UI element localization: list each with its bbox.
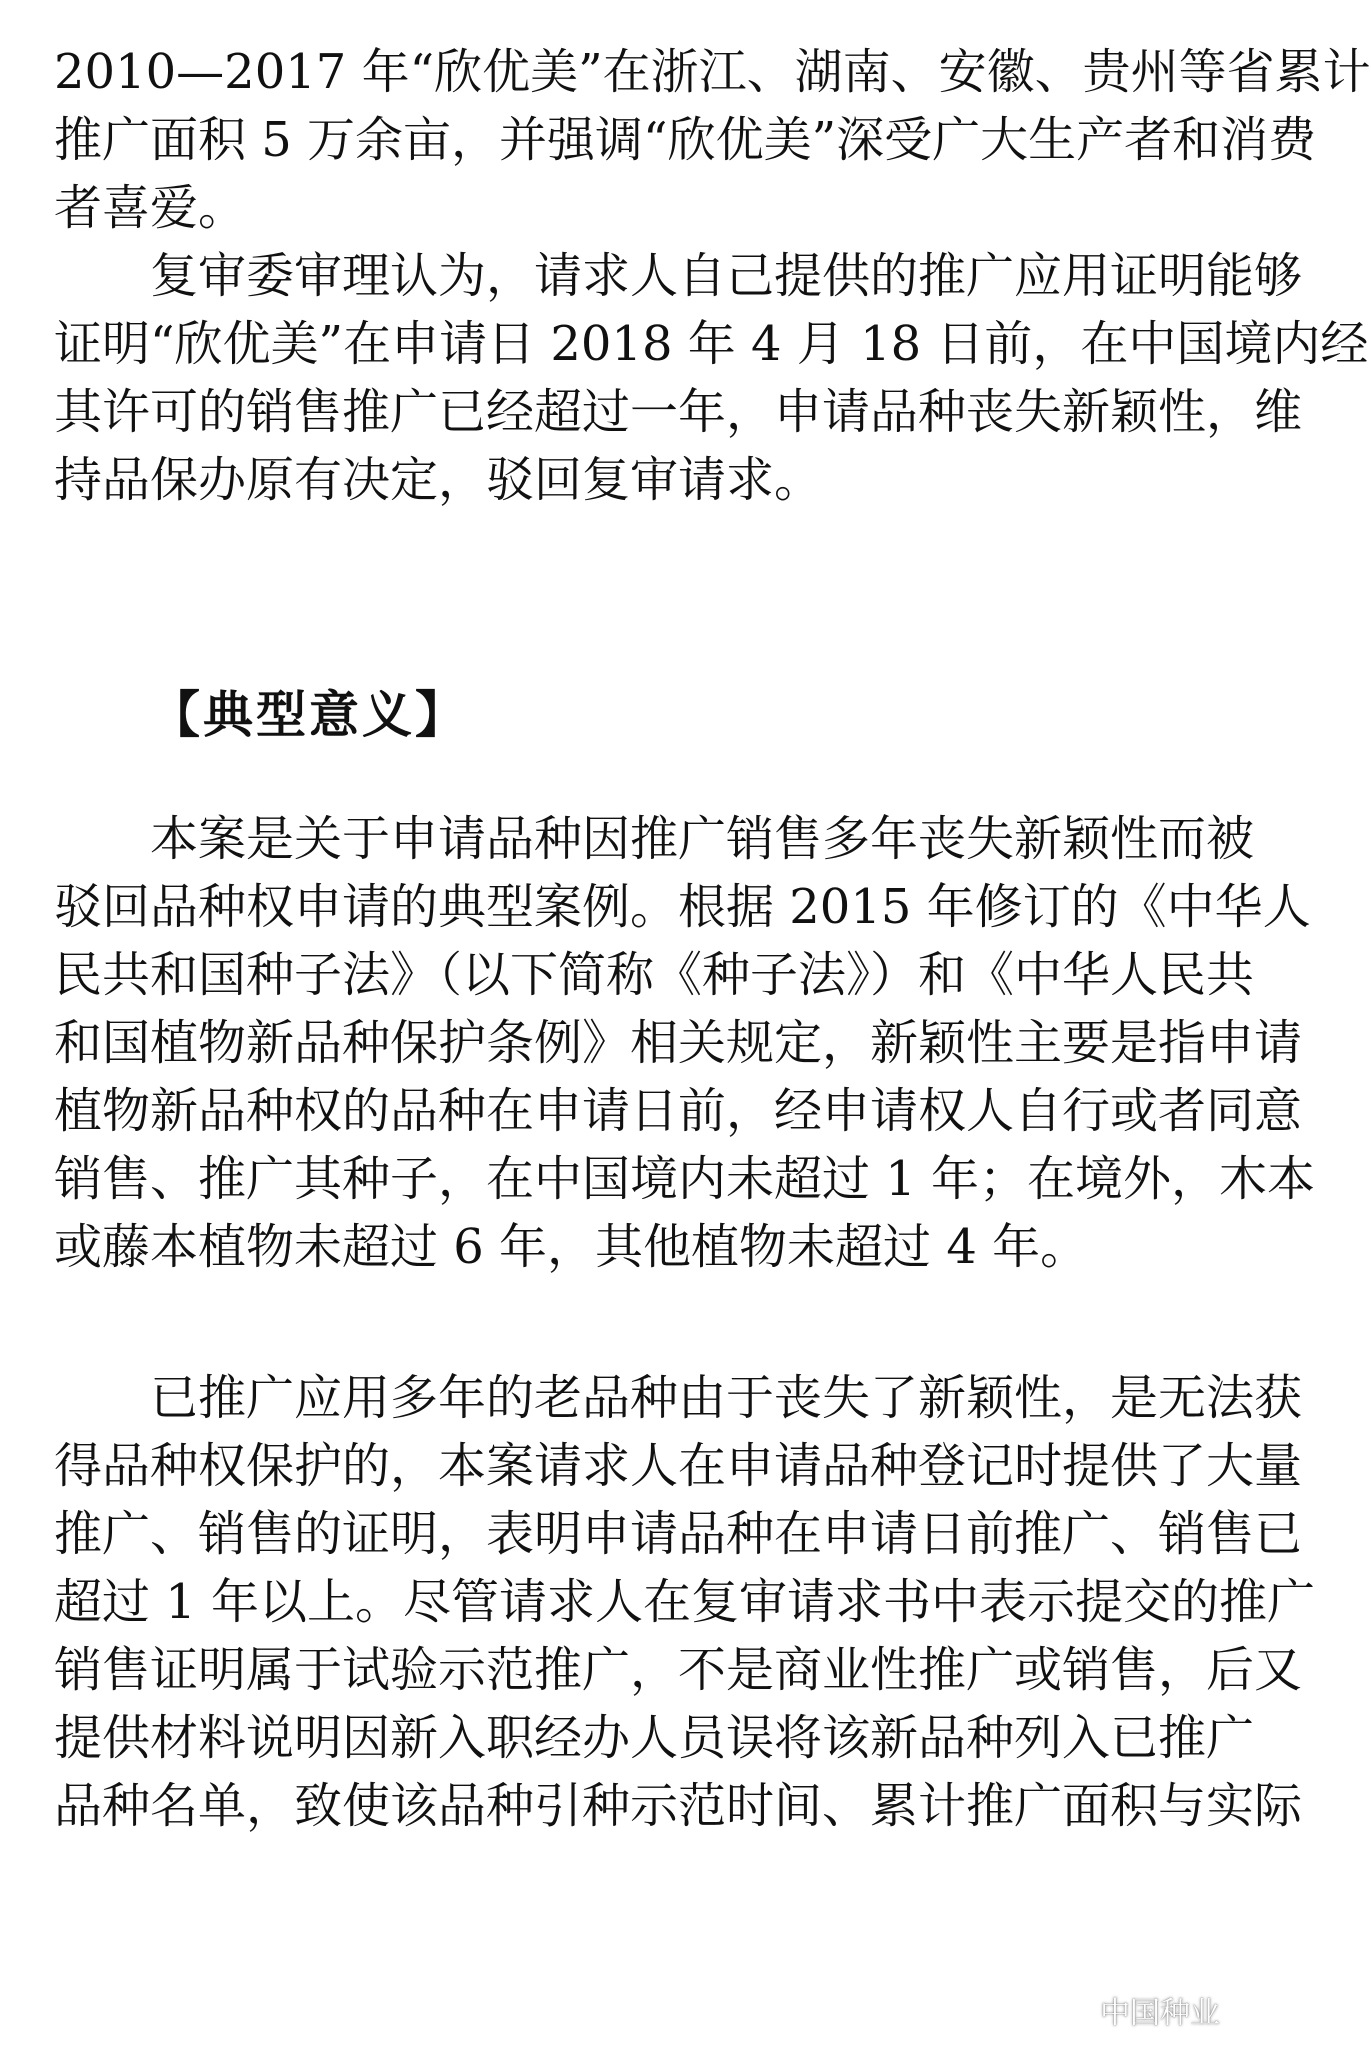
paragraph-line: 民共和国种子法》（以下简称《种子法》）和《中华人民共 xyxy=(54,947,1255,1003)
section-heading: 【典型意义】 xyxy=(150,686,468,744)
paragraph-line: 者喜爱。 xyxy=(54,180,247,236)
wechat-icon xyxy=(1050,1993,1090,2027)
paragraph-line: 得品种权保护的，本案请求人在申请品种登记时提供了大量 xyxy=(54,1438,1303,1494)
paragraph-line: 本案是关于申请品种因推广销售多年丧失新颖性而被 xyxy=(150,811,1255,867)
paragraph-line: 证明“欣优美”在申请日 2018 年 4 月 18 日前，在中国境内经 xyxy=(54,316,1369,372)
watermark-text: 中国种业 xyxy=(1100,1996,1220,2031)
paragraph-line: 其许可的销售推广已经超过一年，申请品种丧失新颖性，维 xyxy=(54,384,1303,440)
paragraph-line: 推广、销售的证明，表明申请品种在申请日前推广、销售已 xyxy=(54,1506,1303,1562)
paragraph-line: 2010—2017 年“欣优美”在浙江、湖南、安徽、贵州等省累计 xyxy=(54,44,1371,100)
paragraph-line: 复审委审理认为，请求人自己提供的推广应用证明能够 xyxy=(150,248,1303,304)
paragraph-line: 销售、推广其种子，在中国境内未超过 1 年；在境外，木本 xyxy=(54,1151,1316,1207)
paragraph-line: 提供材料说明因新入职经办人员误将该新品种列入已推广 xyxy=(54,1710,1255,1766)
paragraph-line: 驳回品种权申请的典型案例。根据 2015 年修订的《中华人 xyxy=(54,879,1311,935)
paragraph-line: 超过 1 年以上。尽管请求人在复审请求书中表示提交的推广 xyxy=(54,1574,1316,1630)
paragraph-line: 和国植物新品种保护条例》相关规定，新颖性主要是指申请 xyxy=(54,1015,1303,1071)
paragraph-line: 品种名单，致使该品种引种示范时间、累计推广面积与实际 xyxy=(54,1778,1303,1834)
paragraph-line: 已推广应用多年的老品种由于丧失了新颖性，是无法获 xyxy=(150,1370,1303,1426)
paragraph-line: 植物新品种权的品种在申请日前，经申请权人自行或者同意 xyxy=(54,1083,1303,1139)
paragraph-line: 持品保办原有决定，驳回复审请求。 xyxy=(54,452,823,508)
paragraph-line: 或藤本植物未超过 6 年，其他植物未超过 4 年。 xyxy=(54,1219,1089,1275)
paragraph-line: 销售证明属于试验示范推广，不是商业性推广或销售，后又 xyxy=(54,1642,1303,1698)
paragraph-line: 推广面积 5 万余亩，并强调“欣优美”深受广大生产者和消费 xyxy=(54,112,1317,168)
watermark xyxy=(1050,1988,1220,2032)
